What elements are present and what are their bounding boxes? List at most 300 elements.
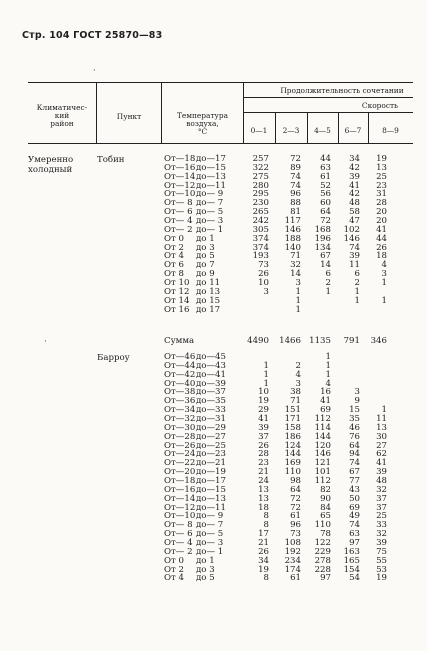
value-cell: 65 [320,511,331,522]
temp-from-cell: От— 8 [164,520,193,531]
value-cell: 20 [376,216,387,227]
value-cell: 110 [314,520,331,531]
temp-from-cell: От—14 [164,493,196,504]
temp-from-cell: От—42 [164,369,196,380]
value-cell: 9 [354,396,360,407]
temp-from-cell: От 2 [164,564,184,575]
temp-from-cell: От— 8 [164,198,193,209]
header-point: Пункт [116,112,142,121]
header-air-temp [162,112,243,136]
temp-to-cell: до—17 [196,476,226,487]
value-cell [338,371,360,380]
value-cell: 41 [320,396,331,407]
value-cell: 165 [343,555,360,566]
value-cell: 61 [290,511,301,522]
value-cell: 63 [349,529,360,540]
temp-to-cell: до 9 [196,269,215,280]
temp-to-cell: до 11 [196,278,221,289]
value-cell: 75 [376,546,387,557]
value-cell [365,353,387,362]
value-cell [338,362,360,371]
value-cell: 63 [320,162,331,173]
value-cell: 54 [349,573,360,584]
point-barrow: Барроу [97,353,130,363]
value-cell: 19 [376,154,387,164]
value-cell: 8 [263,511,269,522]
value-cell: 322 [252,162,269,173]
value-cell: 13 [376,422,387,433]
temp-to-cell: до— 1 [196,546,224,557]
temp-from-cell: От—28 [164,431,196,442]
temp-to-cell: до—19 [196,467,226,478]
value-cell: 228 [314,564,331,575]
value-cell: 1 [295,295,301,306]
temp-to-cell: до—29 [196,422,226,433]
temp-to-cell: до 3 [196,564,215,575]
temp-to-cell: до—43 [196,360,226,371]
value-cell: 37 [376,493,387,504]
value-cell: 32 [290,260,301,271]
temp-from-cell: От 8 [164,269,184,280]
value-cell: 110 [284,467,301,478]
value-cell: 1 [295,286,301,297]
value-cell: 74 [290,171,301,182]
temp-from-cell: От 10 [164,278,190,289]
value-cell: 74 [290,180,301,191]
value-cell: 42 [349,162,360,173]
value-cell: 229 [314,546,331,557]
temp-to-cell: до— 5 [196,529,224,540]
value-cell: 1 [325,360,331,371]
value-cell: 64 [320,207,331,218]
value-cell: 2 [325,278,331,289]
value-cell: 48 [349,198,360,209]
value-cell: 13 [258,493,269,504]
value-cell: 18 [258,502,269,513]
value-cell: 48 [376,476,387,487]
temp-from-cell: От 2 [164,242,184,253]
value-cell: 96 [290,189,301,200]
value-cell: 192 [284,546,301,557]
temp-from-cell: От—12 [164,180,196,191]
header-air-temp-line-2: воздуха, [186,119,219,128]
value-cell: 56 [320,189,331,200]
section1-col-0-1 [247,155,269,314]
value-cell: 19 [376,573,387,584]
page-header: Стр. 104 ГОСТ 25870—83 [22,30,163,41]
temp-to-cell: до— 7 [196,198,224,209]
header-climate-region [28,104,96,128]
temp-to-cell: до— 3 [196,216,224,227]
value-cell [309,297,331,306]
value-cell: 8 [263,573,269,584]
temp-to-cell: до—25 [196,440,226,451]
temp-from-cell: От—14 [164,171,196,182]
header-speed-2-3: 2—3 [282,126,300,135]
value-cell: 3 [263,286,269,297]
temp-from-cell: От—20 [164,467,196,478]
value-cell: 27 [376,440,387,451]
temp-from-cell: От 6 [164,260,184,271]
point-tobin: Тобин [97,155,125,165]
temp-from-cell: От—26 [164,440,196,451]
subheader-rule-2 [243,112,413,113]
value-cell: 154 [343,564,360,575]
value-cell: 257 [252,154,269,164]
value-cell: 50 [349,493,360,504]
value-cell: 72 [290,154,301,164]
value-cell: 1 [354,286,360,297]
section1-col-2-3 [279,155,301,314]
section1-temp-to [196,155,242,314]
value-cell: 1 [325,369,331,380]
temp-from-cell: От—32 [164,414,196,425]
temp-to-cell: до 17 [196,304,221,315]
temp-from-cell: От—40 [164,378,196,389]
value-cell: 73 [258,260,269,271]
value-cell: 234 [284,555,301,566]
temp-from-cell: От— 2 [164,224,193,235]
section2-col-8-9 [365,353,387,583]
value-cell: 275 [252,171,269,182]
value-cell: 146 [284,224,301,235]
temp-to-cell: до—41 [196,369,226,380]
value-cell: 3 [295,378,301,389]
temp-from-cell: От 16 [164,304,190,315]
value-cell: 52 [320,180,331,191]
value-cell: 120 [314,440,331,451]
section1-col-4-5 [309,155,331,314]
value-cell: 71 [290,251,301,262]
temp-from-cell: От—22 [164,458,196,469]
value-cell: 19 [258,396,269,407]
temp-to-cell: до 5 [196,573,215,584]
value-cell: 41 [376,458,387,469]
value-cell: 2 [295,360,301,371]
section1-col-8-9 [365,155,387,314]
temp-to-cell: до 3 [196,242,215,253]
value-cell: 89 [290,162,301,173]
value-cell: 97 [320,573,331,584]
temp-to-cell: до—17 [196,154,226,164]
value-cell: 98 [290,476,301,487]
value-cell: 26 [258,440,269,451]
value-cell [365,306,387,315]
value-cell: 186 [284,431,301,442]
value-cell: 24 [258,476,269,487]
value-cell: 55 [376,555,387,566]
value-cell: 1 [381,278,387,289]
value-cell: 13 [258,484,269,495]
value-cell [338,353,360,362]
value-cell: 90 [320,493,331,504]
value-cell: 140 [284,242,301,253]
value-cell: 108 [284,538,301,549]
value-cell: 67 [349,467,360,478]
value-cell: 23 [376,180,387,191]
value-cell: 193 [252,251,269,262]
section2-col-2-3 [279,353,301,583]
value-cell: 33 [376,520,387,531]
temp-from-cell: От 4 [164,573,184,584]
temp-from-cell: От 0 [164,555,184,566]
value-cell [365,371,387,380]
temp-from-cell: От 4 [164,251,184,262]
value-cell: 82 [320,484,331,495]
temp-from-cell: От— 6 [164,207,193,218]
value-cell: 67 [320,251,331,262]
value-cell: 35 [349,414,360,425]
temp-to-cell: до—39 [196,378,226,389]
header-speed: Скорость [361,101,399,110]
temp-from-cell: От—12 [164,502,196,513]
value-cell: 72 [320,216,331,227]
value-cell: 38 [290,387,301,398]
value-cell: 265 [252,207,269,218]
value-cell: 61 [320,171,331,182]
header-climate-region-line-3: район [50,119,74,128]
value-cell: 30 [376,431,387,442]
value-cell: 29 [258,405,269,416]
value-cell: 21 [258,467,269,478]
value-cell: 41 [349,180,360,191]
temp-from-cell: От—16 [164,162,196,173]
temp-to-cell: до— 5 [196,207,224,218]
temp-from-cell: От—24 [164,449,196,460]
value-cell: 10 [258,387,269,398]
value-cell: 26 [258,546,269,557]
temp-to-cell: до—11 [196,502,226,513]
value-cell: 14 [320,260,331,271]
header-speed-6-7: 6—7 [344,126,362,135]
value-cell: 4 [295,369,301,380]
value-cell: 39 [349,171,360,182]
temp-from-cell: От— 4 [164,216,193,227]
value-cell: 72 [290,502,301,513]
value-cell: 3 [354,387,360,398]
value-cell: 11 [376,414,387,425]
temp-to-cell: до—13 [196,171,226,182]
value-cell: 122 [314,538,331,549]
sum-8-9: 346 [370,336,387,346]
value-cell: 41 [376,224,387,235]
value-cell: 144 [314,431,331,442]
value-cell: 374 [252,233,269,244]
value-cell: 78 [320,529,331,540]
value-cell: 69 [349,502,360,513]
scan-speck: · [93,66,96,76]
value-cell: 13 [376,162,387,173]
value-cell: 305 [252,224,269,235]
value-cell: 53 [376,564,387,575]
value-cell: 242 [252,216,269,227]
value-cell: 18 [376,251,387,262]
temp-from-cell: От 0 [164,233,184,244]
value-cell: 44 [320,154,331,164]
region-label-line-1: Умеренно [28,155,74,165]
value-cell: 168 [314,224,331,235]
value-cell: 2 [354,278,360,289]
value-cell: 1 [263,360,269,371]
value-cell: 144 [284,449,301,460]
value-cell: 278 [314,555,331,566]
value-cell [365,362,387,371]
value-cell: 97 [349,538,360,549]
value-cell: 169 [284,458,301,469]
value-cell: 76 [349,431,360,442]
value-cell: 16 [320,387,331,398]
value-cell: 134 [314,242,331,253]
value-cell: 124 [284,440,301,451]
value-cell: 23 [258,458,269,469]
temp-to-cell: до 13 [196,286,221,297]
value-cell: 1 [325,286,331,297]
subheader-rule-1 [243,97,413,98]
temp-from-cell: От—36 [164,396,196,407]
table-top-rule [28,82,413,83]
temp-to-cell: до—33 [196,405,226,416]
region-label-line-2: холодный [28,165,73,175]
value-cell: 39 [376,467,387,478]
value-cell: 94 [349,449,360,460]
value-cell: 102 [343,224,360,235]
value-cell: 146 [343,233,360,244]
section2-temp-to [196,353,242,583]
value-cell: 72 [290,493,301,504]
value-cell: 46 [349,422,360,433]
value-cell: 43 [349,484,360,495]
value-cell: 295 [252,189,269,200]
value-cell: 73 [290,529,301,540]
temp-from-cell: От 14 [164,295,190,306]
value-cell: 25 [376,511,387,522]
value-cell: 1 [381,405,387,416]
header-duration: Продолжительность сочетании [280,86,404,95]
value-cell [338,306,360,315]
value-cell [247,306,269,315]
value-cell: 62 [376,449,387,460]
value-cell: 188 [284,233,301,244]
temp-from-cell: От—34 [164,405,196,416]
value-cell [247,297,269,306]
temp-to-cell: до—23 [196,449,226,460]
value-cell: 39 [376,538,387,549]
temp-to-cell: до—21 [196,458,226,469]
header-speed-0-1: 0—1 [250,126,268,135]
sum-0-1: 4490 [247,336,269,346]
value-cell: 39 [349,251,360,262]
temp-to-cell: до 1 [196,233,215,244]
temp-from-cell: От—30 [164,422,196,433]
value-cell: 1 [295,304,301,315]
temp-to-cell: до— 1 [196,224,224,235]
temp-to-cell: до—15 [196,484,226,495]
value-cell: 32 [376,529,387,540]
temp-to-cell: до— 3 [196,538,224,549]
temp-from-cell: От— 4 [164,538,193,549]
temp-to-cell: до 1 [196,555,215,566]
value-cell: 121 [314,458,331,469]
header-speed-8-9: 8—9 [382,126,399,135]
value-cell: 41 [258,414,269,425]
value-cell: 117 [284,216,301,227]
header-air-temp-line-1: Температура [176,111,229,120]
temp-from-cell: От—16 [164,484,196,495]
temp-to-cell: до—35 [196,396,226,407]
header-speed-4-5: 4—5 [314,126,331,135]
temp-from-cell: От—10 [164,189,196,200]
value-cell: 42 [349,189,360,200]
value-cell: 374 [252,242,269,253]
value-cell: 101 [314,467,331,478]
value-cell: 10 [258,278,269,289]
value-cell: 58 [349,207,360,218]
value-cell: 34 [258,555,269,566]
value-cell: 174 [284,564,301,575]
sum-label: Сумма [164,336,195,346]
value-cell: 61 [290,573,301,584]
value-cell: 4 [325,378,331,389]
value-cell: 34 [349,154,360,164]
sum-4-5: 1135 [309,336,331,346]
value-cell: 11 [349,260,360,271]
value-cell: 6 [354,269,360,280]
value-cell: 74 [349,242,360,253]
section1-col-6-7 [338,155,360,314]
value-cell [365,380,387,389]
value-cell: 1 [263,378,269,389]
value-cell: 158 [284,422,301,433]
scan-speck: · [44,337,47,347]
value-cell: 37 [258,431,269,442]
value-cell: 1 [325,352,331,362]
header-air-temp-line-3: °С [197,127,208,136]
value-cell: 28 [258,449,269,460]
value-cell: 77 [349,476,360,487]
section2-col-6-7 [338,353,360,583]
temp-to-cell: до—11 [196,180,226,191]
temp-from-cell: От—18 [164,154,196,164]
value-cell: 26 [376,242,387,253]
value-cell: 49 [349,511,360,522]
value-cell: 71 [290,396,301,407]
temp-from-cell: От—44 [164,360,196,371]
value-cell: 37 [376,502,387,513]
value-cell: 112 [314,414,331,425]
value-cell: 1 [354,295,360,306]
temp-to-cell: до—27 [196,431,226,442]
section2-col-4-5 [309,353,331,583]
temp-to-cell: до—37 [196,387,226,398]
temp-to-cell: до— 9 [196,511,224,522]
value-cell: 3 [295,278,301,289]
temp-from-cell: От— 6 [164,529,193,540]
temp-from-cell: От 12 [164,286,190,297]
region-label [28,155,73,175]
temp-to-cell: до 15 [196,295,221,306]
header-climate-region-line-1: Климатичес- [36,103,88,112]
value-cell: 14 [290,269,301,280]
value-cell: 4 [381,260,387,271]
temp-to-cell: до— 7 [196,520,224,531]
temp-from-cell: От—18 [164,476,196,487]
value-cell: 39 [258,422,269,433]
value-cell [365,388,387,397]
value-cell: 96 [290,520,301,531]
temp-to-cell: до—31 [196,414,226,425]
value-cell: 81 [290,207,301,218]
header-bottom-rule [28,143,413,144]
